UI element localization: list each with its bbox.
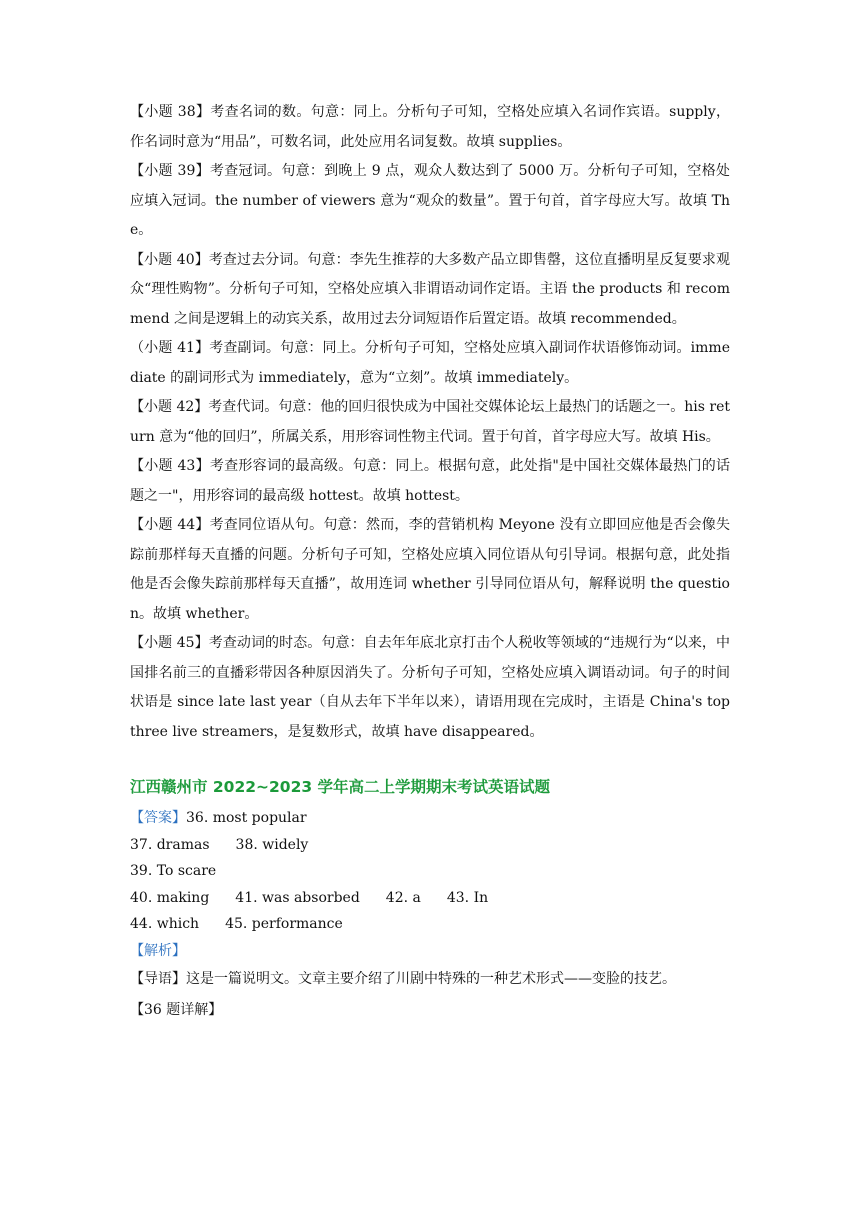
answer-item: 44. which — [130, 916, 200, 932]
answer-row — [130, 858, 730, 885]
answer-item: 40. making — [130, 889, 210, 906]
section-title: 江西赣州市 2022~2023 学年高二上学期期末考试英语试题 — [130, 778, 551, 796]
answer-row — [130, 911, 730, 938]
answer-item: 39. To scare — [130, 863, 217, 879]
answer-item: 43. In — [446, 889, 489, 906]
explanation-45: 【小题 45】考查动词的时态。句意：自去年年底北京打击个人税收等领域的“违规行为“以来，中国排名前三的直播彩带因各种原因消失了。分析句子可知，空格处应填入调语动词。句子的时间状语是 since late last year（自从去年下半年以来），请语用现在完成时，主语是 China's top three live streamers，是复数形式，故填 have disappeared。 — [130, 635, 730, 740]
document-content — [130, 98, 730, 1026]
explanation-44: 【小题 44】考查同位语从句。句意：然而，李的营销机构 Meyone 没有立即回应他是否会像失踪前那样每天直播的问题。分析句子可知，空格处应填入同位语从句引导词。根据句意，此处指他是否会像失踪前那样每天直播”，故用连词 whether 引导同位语从句，解释说明 the question。故填 whether。 — [130, 517, 730, 622]
analysis-row — [130, 938, 730, 965]
explanation-39: 【小题 39】考查冠词。句意：到晚上 9 点，观众人数达到了 5000 万。分析句子可知，空格处应填入冠词。the number of viewers 意为“观众的数量”。置于句首，首字母应大写。故填 The。 — [130, 163, 730, 238]
explanation-43: 【小题 43】考查形容词的最高级。句意：同上。根据句意，此处指"是中国社交媒体最热门的话题之一"，用形容词的最高级 hottest。故填 hottest。 — [130, 458, 730, 504]
explanation-42: 【小题 42】考查代词。句意：他的回归很快成为中国社交媒体论坛上最热门的话题之一。his return 意为“他的回归”，所属关系，用形容词性物主代词。置于句首，首字母应大写。故填 His。 — [130, 399, 730, 445]
intro-paragraph: 【导语】这是一篇说明文。文章主要介绍了川剧中特殊的一种艺术形式——变脸的技艺。 — [130, 971, 676, 987]
answer-item: 38. widely — [235, 836, 309, 853]
answer-item: 45. performance — [225, 916, 343, 932]
explanation-41: （小题 41】考查副词。句意：同上。分析句子可知，空格处应填入副词作状语修饰动词。immediate 的副词形式为 immediately，意为“立刻”。故填 immediately。 — [130, 340, 730, 386]
explanation-40: 【小题 40】考查过去分词。句意：李先生推荐的大多数产品立即售罄，这位直播明星反复要求观众“理性购物”。分析句子可知，空格处应填入非谓语动词作定语。主语 the products 和 recommend 之间是逻辑上的动宾关系，故用过去分词短语作后置定语。故填 recommended。 — [130, 251, 730, 327]
answer-row-first — [130, 805, 730, 832]
answer-block — [130, 805, 730, 964]
answer-item: 42. a — [385, 889, 421, 906]
answer-item: 41. was absorbed — [235, 889, 360, 906]
answer-row — [130, 832, 730, 859]
answer-item: 37. dramas — [130, 836, 210, 853]
answer-36: 36. most popular — [186, 810, 307, 826]
analysis-tag: 【解析】 — [130, 942, 186, 959]
explanation-38: 【小题 38】考查名词的数。句意：同上。分析句子可知，空格处应填入名词作宾语。supply，作名词时意为“用品”，可数名词，此处应用名词复数。故填 supplies。 — [130, 104, 730, 150]
detail-heading: 【36 题详解】 — [130, 1002, 223, 1018]
answer-tag: 【答案】 — [130, 810, 186, 826]
answer-row — [130, 885, 730, 912]
